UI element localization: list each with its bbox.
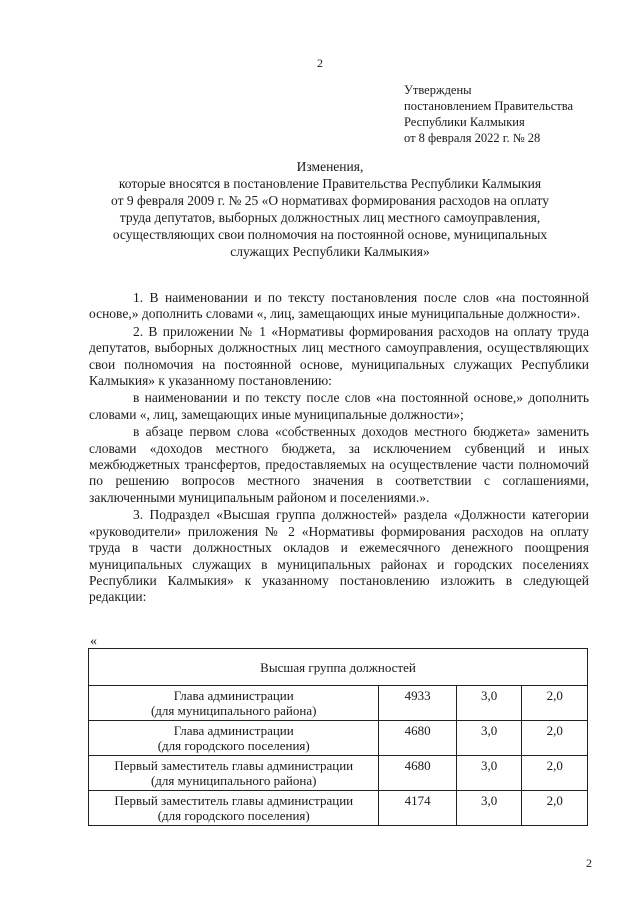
position-title: Первый заместитель главы администрации xyxy=(114,793,354,808)
position-title: Глава администрации xyxy=(173,688,294,703)
paragraph-2: 2. В приложении № 1 «Нормативы формирования расходов на оплату труда депутатов, выборных должностных лиц местного самоуправления, осуществляющих свои полномочия на постоянной основе, муниципальных служащих Республики Калмыкия» к указанному постановлению: xyxy=(89,323,589,389)
heading-line: осуществляющих свои полномочия на постоянной основе, муниципальных xyxy=(112,227,548,242)
salary-cell: 4174 xyxy=(379,791,456,826)
paragraph-1: 1. В наименовании и по тексту постановления после слов «на постоянной основе,» дополнить словами «, лиц, замещающих иные муниципальные должности». xyxy=(89,290,589,322)
approval-block xyxy=(404,82,573,146)
coefficient-cell: 3,0 xyxy=(456,721,522,756)
table-row xyxy=(89,721,588,756)
page-number-bottom: 2 xyxy=(586,856,592,870)
heading-title: Изменения, xyxy=(296,159,364,174)
table-group-header: Высшая группа должностей xyxy=(89,649,588,686)
position-scope: (для муниципального района) xyxy=(150,773,317,788)
coefficient-cell: 3,0 xyxy=(456,791,522,826)
coefficient-cell: 2,0 xyxy=(522,756,588,791)
paragraph-2-item-a: в наименовании и по тексту после слов «на постоянной основе,» дополнить словами «, лиц, замещающих иные муниципальные должности»; xyxy=(89,390,589,422)
document-body xyxy=(89,290,589,607)
document-heading xyxy=(70,158,590,260)
paragraph-2-item-b: в абзаце первом слова «собственных доходов местного бюджета» заменить словами «доходов местного бюджета, за исключением субвенций и иных межбюджетных трансфертов, предоставляемых на осуществление части полномочий по решению вопросов местного значения в соответствии с соглашениями, заключенными муниципальным районом и поселениями.». xyxy=(89,424,589,505)
coefficient-cell: 3,0 xyxy=(456,686,522,721)
salary-cell: 4680 xyxy=(379,756,456,791)
position-name xyxy=(89,721,379,756)
heading-line: которые вносятся в постановление Правительства Республики Калмыкия xyxy=(118,176,542,191)
approval-line: от 8 февраля 2022 г. № 28 xyxy=(404,131,541,145)
opening-quote: « xyxy=(90,634,97,649)
page-number-top: 2 xyxy=(317,56,323,70)
heading-line: от 9 февраля 2009 г. № 25 «О нормативах формирования расходов на оплату xyxy=(111,193,549,208)
table-row xyxy=(89,756,588,791)
positions-table xyxy=(88,648,588,826)
position-title: Первый заместитель главы администрации xyxy=(114,758,354,773)
approval-line: Утверждены xyxy=(404,83,472,97)
position-title: Глава администрации xyxy=(173,723,294,738)
position-scope: (для городского поселения) xyxy=(157,738,310,753)
position-scope: (для городского поселения) xyxy=(157,808,310,823)
salary-cell: 4680 xyxy=(379,721,456,756)
coefficient-cell: 2,0 xyxy=(522,721,588,756)
heading-line: служащих Республики Калмыкия» xyxy=(230,244,430,259)
salary-cell: 4933 xyxy=(379,686,456,721)
coefficient-cell: 3,0 xyxy=(456,756,522,791)
approval-line: постановлением Правительства xyxy=(404,99,574,113)
table-group-row xyxy=(89,649,588,686)
table-row xyxy=(89,686,588,721)
approval-line: Республики Калмыкия xyxy=(404,115,525,129)
position-name xyxy=(89,686,379,721)
paragraph-3: 3. Подраздел «Высшая группа должностей» раздела «Должности категории «руководители» приложения № 2 «Нормативы формирования расходов на оплату труда в части должностных окладов и ежемесячного денежного поощрения муниципальных служащих в муниципальных районах и городских поселениях Республики Калмыкия» к указанному постановлению изложить в следующей редакции: xyxy=(89,507,589,605)
coefficient-cell: 2,0 xyxy=(522,686,588,721)
coefficient-cell: 2,0 xyxy=(522,791,588,826)
table-row xyxy=(89,791,588,826)
position-scope: (для муниципального района) xyxy=(150,703,317,718)
heading-line: труда депутатов, выборных должностных лиц местного самоуправления, xyxy=(119,210,541,225)
position-name xyxy=(89,756,379,791)
position-name xyxy=(89,791,379,826)
